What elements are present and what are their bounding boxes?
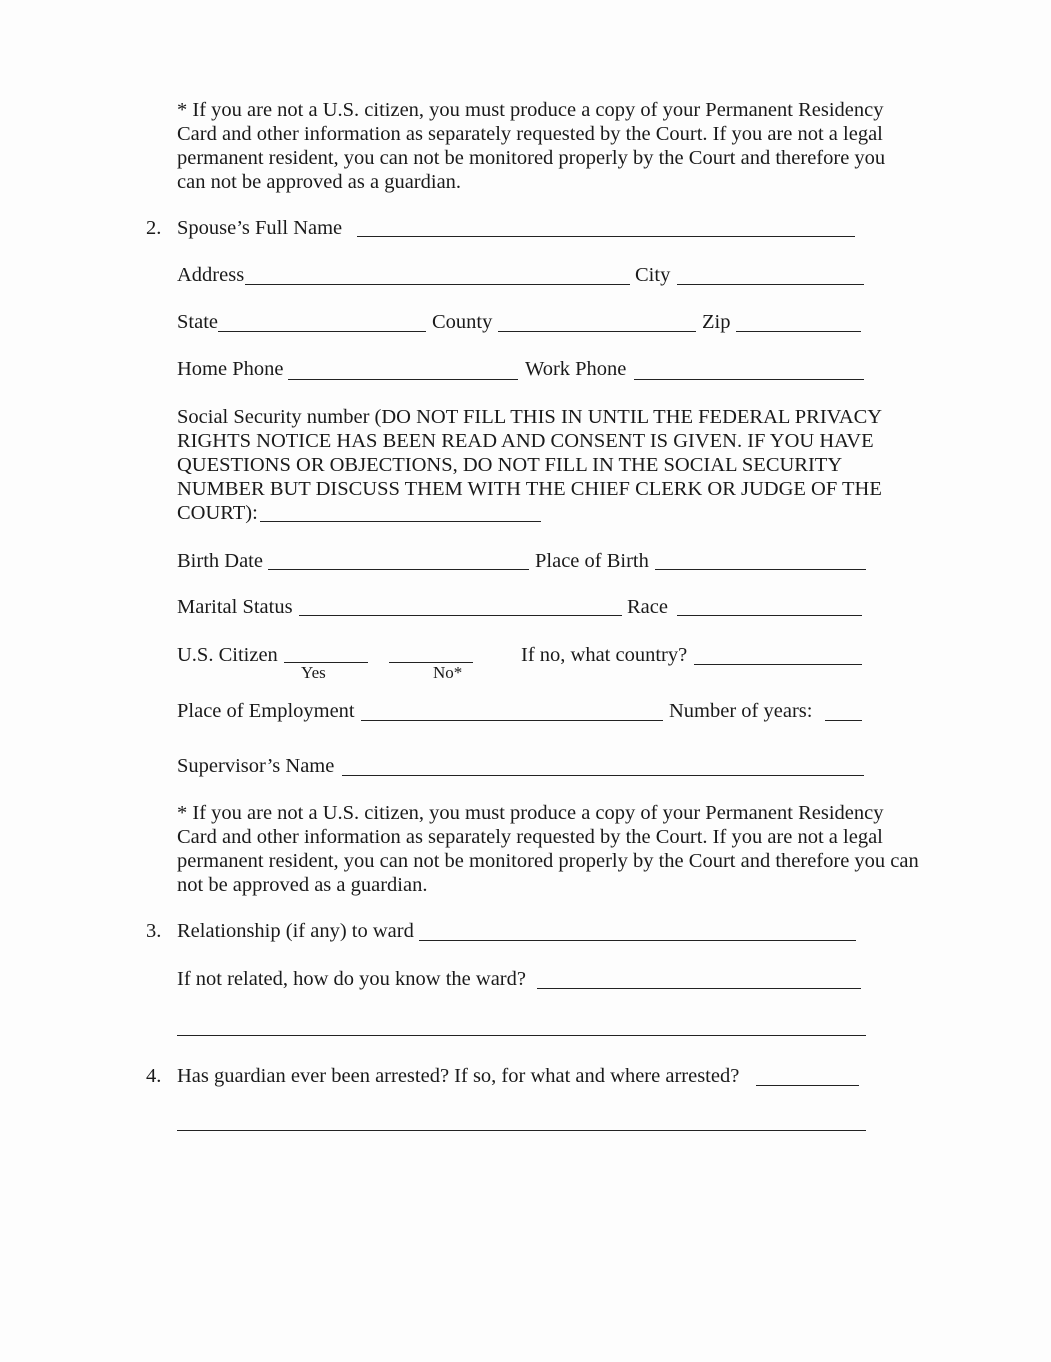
employment-field[interactable] [361,720,663,721]
place-of-birth-label: Place of Birth [535,550,649,572]
supervisor-label: Supervisor’s Name [177,755,335,777]
race-label: Race [627,596,668,618]
place-of-birth-field[interactable] [655,569,866,570]
work-phone-label: Work Phone [525,358,627,380]
work-phone-field[interactable] [634,379,864,380]
zip-label: Zip [702,311,731,333]
marital-status-field[interactable] [299,615,622,616]
relationship-field[interactable] [419,940,856,941]
zip-field[interactable] [736,331,861,332]
arrested-label: Has guardian ever been arrested? If so, for what and where arrested? [177,1065,740,1087]
how-know-field-line-2[interactable] [177,1035,866,1036]
county-field[interactable] [498,331,696,332]
city-field[interactable] [677,284,864,285]
state-label: State [177,311,218,333]
years-label: Number of years: [669,700,813,722]
citizenship-notice-top: * If you are not a U.S. citizen, you must produce a copy of your Permanent Residency Card and other information as separately requested by the Court. If you are not a legal permanent resident, you can not be monitored properly by the Court and therefore you can not be approved as a guardian. [177,99,886,193]
relationship-label: Relationship (if any) to ward [177,920,414,942]
home-phone-label: Home Phone [177,358,284,380]
address-field[interactable] [245,284,630,285]
state-field[interactable] [218,331,426,332]
ssn-field[interactable] [260,521,541,522]
home-phone-field[interactable] [288,379,518,380]
birth-date-field[interactable] [268,569,529,570]
marital-status-label: Marital Status [177,596,293,618]
question-3-number: 3. [146,920,162,942]
spouse-full-name-field[interactable] [357,236,855,237]
country-field[interactable] [694,664,862,665]
us-citizen-label: U.S. Citizen [177,644,278,666]
years-field[interactable] [825,720,862,721]
ssn-notice: Social Security number (DO NOT FILL THIS IN UNTIL THE FEDERAL PRIVACY RIGHTS NOTICE HAS BEEN READ AND CONSENT IS GIVEN. IF YOU HAVE QUESTIONS OR OBJECTIONS, DO NOT FILL IN THE SOCIAL SECURITY NUMBER BUT DISCUSS THEM WITH THE CHIEF CLERK OR JUDGE OF THE COURT): [177,406,882,524]
how-know-field[interactable] [537,988,861,989]
question-4-number: 4. [146,1065,162,1087]
arrested-field-line-2[interactable] [177,1130,866,1131]
race-field[interactable] [677,615,862,616]
citizen-yes-field[interactable] [284,662,368,663]
city-label: City [635,264,671,286]
address-label: Address [177,264,245,286]
supervisor-field[interactable] [342,775,864,776]
arrested-field[interactable] [756,1085,859,1086]
spouse-full-name-label: Spouse’s Full Name [177,217,343,239]
if-no-country-label: If no, what country? [521,644,688,666]
how-know-label: If not related, how do you know the ward? [177,968,526,990]
citizen-no-label: No* [433,663,463,682]
citizen-yes-label: Yes [301,663,326,682]
employment-label: Place of Employment [177,700,355,722]
spouse-full-name-row [177,215,877,245]
citizenship-notice: * If you are not a U.S. citizen, you must produce a copy of your Permanent Residency Card and other information as separately requested by the Court. If you are not a legal permanent resident, you can not be monitored properly by the Court and therefore you can not be approved as a guardian. [177,802,919,896]
birth-date-label: Birth Date [177,550,263,572]
question-2-number: 2. [146,217,162,239]
county-label: County [432,311,493,333]
